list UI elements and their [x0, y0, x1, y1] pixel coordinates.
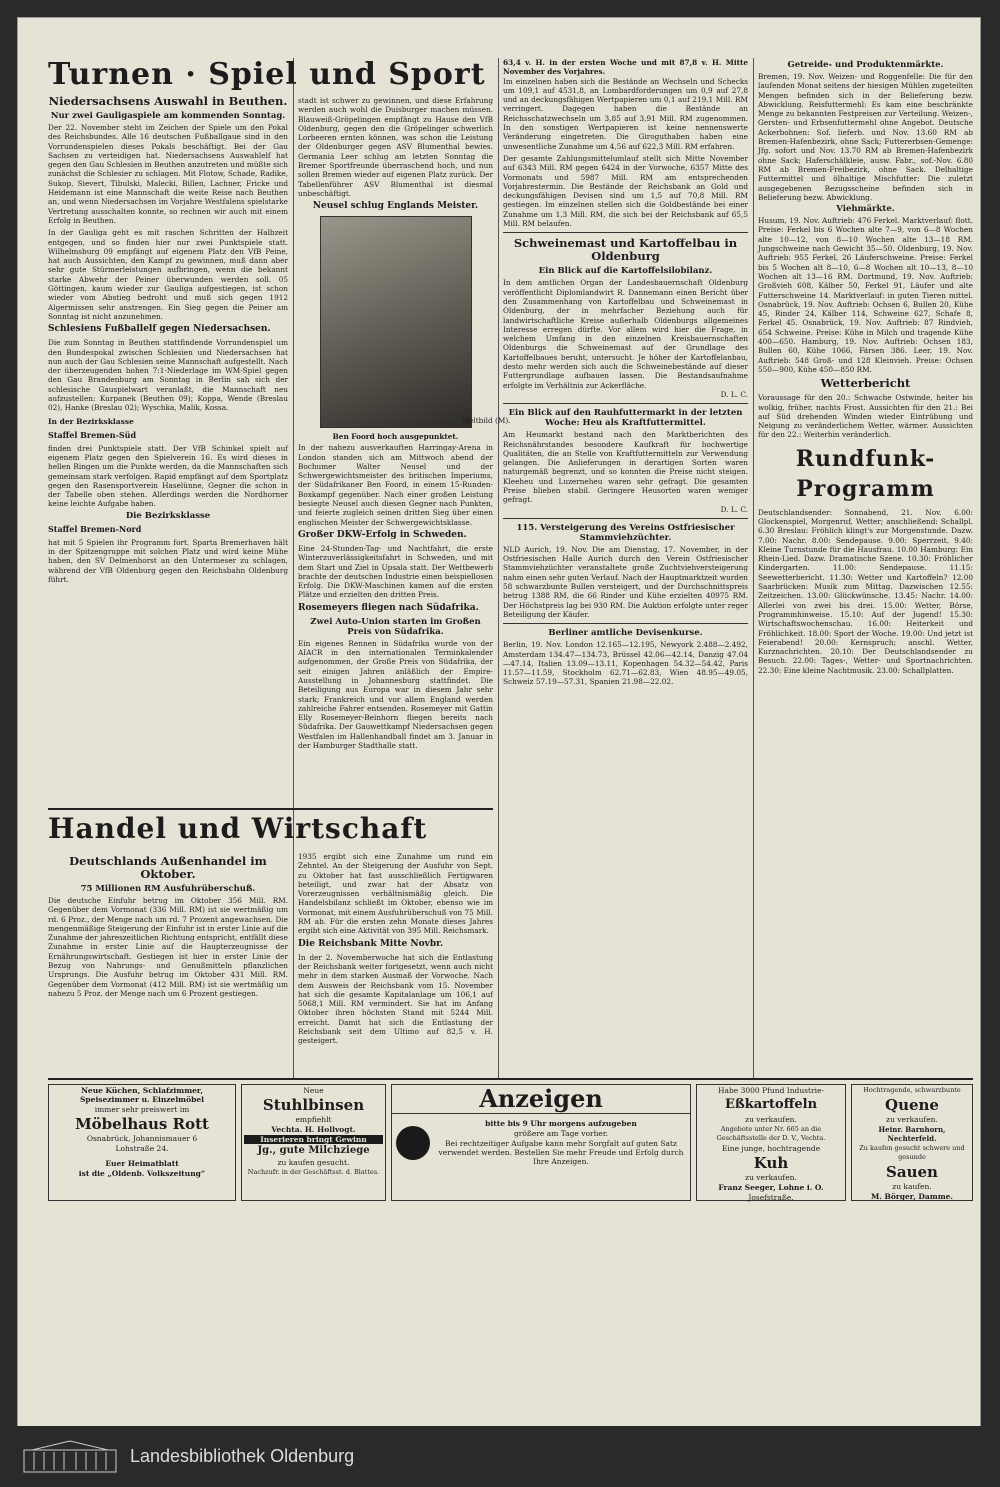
- gauliga-text: In der Gauliga geht es mit raschen Schritten der Halbzeit entgegen, und so finden hier nur zwei Punktspiele statt. Wilhelmsburg 09 empfängt auf eigenem Platz den VfB Peine, hat auch Aussichten, den Kampf zu gewinnen, muß dann aber sehr gute Stürmerleistungen aufbringen, wenn die bekannt starke Abwehr der Peiner überwunden werden soll. 05 Göttingen, kaum wieder zur Gauliga aufgestiegen, ist schon wieder vom Abstieg bedroht und muß sich gegen 1912 Algermissen sehr anstrengen. Ein Sieg gegen die Peiner am Sonntag ist nicht anzunehmen.: [48, 228, 288, 321]
- reichsbank-title: Die Reichsbank Mitte Novbr.: [298, 938, 444, 949]
- bezirksklasse-text: finden drei Punktspiele statt. Der VfB Schinkel spielt auf eigenem Platz gegen den Spielverein 16. Es wird dieses in hellen Ringen um die Punkte werden, da die Mannschaften sich gemeinsam stark verfolgen. Rapid empfängt auf dem Sportplatz gegen den Rasensportverein Haselünne, Gegner die schon in der Tabelle oben stehen. Allerdings werden die Nordhorner keine leichte Aufgabe haben.: [48, 443, 288, 509]
- schweine-title: Schweinemast und Kartoffelbau in Oldenburg: [513, 236, 738, 264]
- rauhfutter-text: Am Heumarkt bestand nach den Marktberichten des Reichsnährstandes besondere Kaufkraft für hochwertige Qualitäten, die an Stelle von Kraftfuttermitteln zur Verwendung gelangen. Die Anlieferungen in derartigen Sorten waren naturgemäß begrenzt, und so konnten die Preise nicht steigen. Kleeheu und Luzerneheu waren sehr gefragt. Die gesamten Preise blieben stabil. Geringere Heusorten waren weniger gefragt.: [503, 430, 748, 505]
- ad2-town: Vechta.: [271, 1125, 303, 1134]
- divider: [503, 518, 748, 519]
- ad4-name: Eßkartoffeln: [724, 1097, 818, 1112]
- ad2-kauf: zu kaufen gesucht.: [277, 1158, 350, 1167]
- schweine-sign: D. L. C.: [720, 389, 748, 399]
- ad4-kicker: Habe 3000 Pfund Industrie-: [717, 1086, 825, 1095]
- ad4-line3: Eine junge, hochtragende: [721, 1144, 821, 1153]
- ad4-place: Josefstraße.: [748, 1193, 794, 1202]
- vieh-text: Husum, 19. Nov. Auftrieb: 476 Ferkel. Marktverlauf: flott. Preise: Ferkel bis 6 Wochen alte 7—9, von 6—8 Wochen alte 10—12, von 8—10 Wochen alte 13—18 RM. Jungschweine nach Gewicht 35—50. Oldenburg, 19. Nov. Auftrieb: 955 Ferkel, 26 Läuferschweine. Preise: Ferkel bis 5 Wochen alt 8—10, 6—8 Wochen alt 10—13, 8—10 Wochen alt 13—16 RM. Dortmund, 19. Nov. Auftrieb: Großvieh 608, Kälber 50, Ferkel 91, Läufer und alte Futterschweine 14. Marktverlauf: in guten Tieren mittel. Osnabrück, 19. Nov. Auftrieb: Ochsen 6, Bullen 20, Kühe 45, Rinder 24, Kälber 114, Schweine 627, Schafe 8, Ferkel 45. Osnabrück, 19. Nov. Auftrieb: 87 Rindvieh, 654 Schweine. Preise: Kühe in Milch und tragende Kühe 400—650. Hamburg, 19. Nov. Auftrieb: Ochsen 183, Bullen 60, Kühe 1066, Färsen 386. Leer, 19. Nov. Auftrieb: 548 Groß- und 128 Kleinvieh. Preise: Ochsen 550—900, Kühe 450—850 RM.: [758, 216, 973, 374]
- ad2-town-firm: [244, 1125, 383, 1134]
- schlesien-title: Schlesiens Fußballelf gegen Niedersachsen.: [48, 324, 271, 335]
- ad4-firm: Franz Seeger, Lohne i. O.: [718, 1183, 824, 1192]
- aussenhandel-subtitle: 75 Millionen RM Ausfuhrüberschuß.: [80, 884, 256, 894]
- wetter-title: Wetterbericht: [820, 376, 911, 391]
- ad2-empf: empfiehlt: [295, 1115, 332, 1124]
- ad2-ziege: Jg., gute Milchziege: [257, 1145, 370, 1156]
- aussenhandel-title: Deutschlands Außenhandel im Oktober.: [69, 854, 267, 881]
- ausfuhr-block: [298, 852, 493, 1046]
- schlesien-text: Die zum Sonntag in Beuthen stattfindende Vorrundenspiel um den Bundespokal zwischen Schlesien und Niedersachsen hat nun auch der Gau Schlesien seine Mannschaft aufgestellt. Nach der überzeugenden hohen 7:1-Niederlage im WM-Spiel gegen den Gau Brandenburg am Sonntag in Berlin sah sich der schlesische Gauspielwart veranlaßt, die Mannschaft neu aufzustellen: Kurpanek (Beuthen 09); Koppa, Wende (Breslau 02), Hanke (Breslau 02); Wyschka, Malik, Kossa.: [48, 338, 288, 413]
- handel-masthead: Handel und Wirtschaft: [48, 812, 428, 845]
- rosemeyer-text: Ein eigenes Rennen in Südafrika wurde von der AIACR in den internationalen Terminkalender aufgenommen, der Große Preis von Südafrika, der seit einigen Jahren anläßlich der Empire-Ausstellung in Johannesburg stattfindet. Die Beteiligung aus Europa war in diesem Jahr sehr stark; Frankreich und vor allem England werden zahlreiche Fahrer entsenden. Rosemeyer mit Gattin Elly Rosemeyer-Beinhorn fliegen bereits nach Südafrika. Der Gauwettkampf Niedersachsen gegen Westfalen im Hallenhandball findet am 3. Januar in der Hamburger Stadthalle statt.: [298, 638, 493, 750]
- dkw-text: Eine 24-Stunden-Tag- und Nachtfahrt, die erste Winterzuverlässigkeitsfahrt in Schweden, und mit dem Start und Ziel in Upsala statt. Der Wettbewerb brachte der deutschen Industrie einen beispiellosen Erfolg. Die DKW-Maschinen kamen auf die ersten Plätze und erzielten den dritten Preis.: [298, 543, 493, 600]
- vieh-title: Viehmärkte.: [836, 204, 895, 215]
- ads-row: [48, 1078, 973, 1205]
- sport-column-2: [298, 96, 511, 836]
- ad1-paper: ist die „Oldenb. Volkszeitung“: [78, 1169, 206, 1178]
- market-column-4: [758, 58, 973, 1073]
- ad-anzeigen: [391, 1084, 691, 1201]
- library-building-icon: [22, 1440, 118, 1474]
- handel-section: [48, 808, 493, 1080]
- ad2-inserieren: Inserieren bringt Gewinn: [244, 1135, 383, 1144]
- bezirksklasse2-label: Die Bezirksklasse: [125, 510, 211, 521]
- ad-quene: [851, 1084, 973, 1201]
- ad5-kicker: Hochtragende, schwarzbunte: [863, 1086, 961, 1094]
- ad5-firm2: M. Börger, Damme.: [870, 1192, 954, 1201]
- reichsbank-cont-text1: Im einzelnen haben sich die Bestände an Wechseln und Schecks um 109,1 auf 4531,8, an Lombardforderungen um 0,9 auf 27,8 und an deckungsfähigen Wertpapieren um 0,1 auf 219,1 Mill. RM verringert. Dagegen haben die Bestände an Reichsschatzwechseln um 3,85 auf 3,91 Mill. RM zugenommen. In den sonstigen Wertpapieren ist keine nennenswerte Veränderung eingetreten. Die Giroguthaben haben eine unwesentliche Zunahme um 4,56 auf 622,3 Mill. RM erfahren.: [503, 76, 748, 151]
- ad5-line1: zu verkaufen.: [886, 1115, 938, 1124]
- ad5-name: Quene: [885, 1096, 939, 1114]
- ad5-firm: Heinr. Barnhorn, Nechterfeld.: [878, 1125, 946, 1143]
- ad4-kuh: Kuh: [753, 1154, 789, 1172]
- neusel-title: Neusel schlug Englands Meister.: [312, 201, 479, 212]
- stammvieh-title: 115. Versteigerung des Vereins Ostfriesischer Stammviehzüchter.: [516, 522, 735, 543]
- ad1-addr2: Lohstraße 24.: [115, 1144, 169, 1153]
- rauhfutter-title: Ein Blick auf den Rauhfuttermarkt in der letzten Woche: Heu als Kraftfuttermittel.: [508, 408, 743, 429]
- divider: [503, 623, 748, 624]
- rauhfutter-sign: D. L. C.: [720, 504, 748, 514]
- ad4-line2: Angebote unter Nr. 665 an die Geschäftsstelle der D. V., Vechta.: [716, 1125, 826, 1142]
- rundfunk-text: Deutschlandsender: Sonnabend, 21. Nov. 6.00: Glockenspiel, Morgenruf, Wetter; anschließend: Schallpl. 6.30 Breslau: Fröhlich klingt's zur Morgenstunde. Dazw. 7.00: Nachr. 8.00: Sendepause. 9.00: Sperrzeit. 9.40: Kleine Turnstunde für die Hausfrau. 10.00 Hamburg: Ein Rhein-Lied. Dazw. Dramatische Szene. 10.30: Fröhlicher Kindergarten. 11.00: Sendepause. 11.15: Seewetterbericht. 11.30: Wetter und Kartoffeln? 12.00 Saarbrücken: Musik zum Mittag. Dazwischen 12.55: Zeitzeichen. 13.00: Glückwünsche. 13.45: Nachr. 14.00: Allerlei von zwei bis drei. 15.00: Wetter, Börse, Programmhinweise. 15.10: Auf der Jugend! 15.30: Wirtschaftswochenschau. 16.00: Heiterkeit und Fröhlichkeit. 18.00: Sport der Woche. 19.00: Und jetzt ist Feierabend! 20.00: Kernspruch; anschl. Wetter, Kurznachrichten. 20.10: Der Deutschlandsender zu Besuch. 22.00: Tages-, Wetter- und Sportnachrichten. 22.30: Eine kleine Nachtmusik. 23.00: Schallplatten.: [758, 507, 973, 675]
- ad2-nach: Nachzufr. in der Geschäftsst. d. Blattes.: [247, 1168, 380, 1176]
- ad1-line2: immer sehr preiswert im: [94, 1105, 190, 1114]
- ad1-line1: Neue Küchen, Schlafzimmer, Speisezimmer u. Einzelmöbel: [80, 1086, 204, 1104]
- column-rule: [753, 58, 754, 1078]
- stammvieh-text: NLD Aurich, 19. Nov. Die am Dienstag, 17. November, in der Ostfriesischen Halle Aurich durch den Verein Ostfriesischer Stammviehzüchter veranstaltete große Zuchtviehversteigerung nahm einen sehr guten Verlauf. Nach der Hauptmarktzeit wurden 58 schwarzbunte Bullen versteigert, und der Durchschnittspreis betrug 1388 RM, die 66 Rinder und Kühe erzielten 40975 RM. Der Höchstpreis lag bei 930 RM. Die Auktion erfolgte unter reger Beteiligung der Käufer.: [503, 544, 748, 619]
- ad5-line2: Zu kaufen gesucht schwere und gesunde: [859, 1144, 965, 1161]
- bezirksklasse2-group: Staffel Bremen-Nord: [48, 523, 142, 534]
- photo-credit: Weltbild (M).: [462, 416, 511, 426]
- library-name: Landesbibliothek Oldenburg: [130, 1446, 355, 1466]
- aussenhandel-text: Die deutsche Einfuhr betrug im Oktober 356 Mill. RM. Gegenüber dem Vormonat (336 Mill. RM) ist sie wertmäßig um rd. 6 Proz., der Menge nach um rd. 7 Prozent angewachsen. Die mengenmäßige Steigerung der Einfuhr ist in erster Linie auf die Zunahme der jahreszeitlichen Richtung entspricht, entfällt diese Zunahme in erster Linie auf die Haupterzeugnisse der Ernährungswirtschaft. Gestiegen ist hier in erster Linie der Bezug von Nahrungs- und Genußmitteln pflanzlichen Ursprungs. Die Ausfuhr betrug im Oktober 431 Mill. RM. Gegenüber dem Vormonat (412 Mill. RM) ist sie wertmäßig um nahezu 5 Proz. der Menge nach um 6 Prozent gestiegen.: [48, 896, 288, 998]
- divider: [503, 403, 748, 404]
- ad3-name: Anzeigen: [392, 1085, 690, 1114]
- ad4-line4: zu verkaufen.: [745, 1173, 797, 1182]
- ad3-text: [436, 1118, 686, 1167]
- devisen-text: Berlin, 19. Nov. London 12.165—12.195, Newyork 2.488—2.492, Amsterdam 134.47—134.73, Brüssel 42.06—42.14, Danzig 47.04—47.14, Italien 13.09—13.11, Kopenhagen 54.32—54.42, Paris 11.57—11.59, Stockholm 62.71—62.83, Wien 48.95—49.05, Schweiz 57.19—57.31, Spanien 21.98—22.02.: [503, 640, 748, 687]
- niedersachsen-title: Niedersachsens Auswahl in Beuthen.: [48, 94, 288, 108]
- photo-caption: Ben Foord hoch ausgepunktet.: [332, 432, 459, 442]
- divider: [503, 232, 748, 233]
- ad5-line3: zu kaufen.: [892, 1182, 932, 1191]
- wetter-text: Voraussage für den 20.: Schwache Ostwinde, heiter bis wolkig, früher, nachts Frost. Aussichten für den 21.: Bei auf Süd drehenden Winden wieder Eintrübung und Neigung zu veränderlichem Wetter, wärmer. Aussichten für den 22.: Weiterhin veränderlich.: [758, 393, 973, 440]
- reichsbank-cont-head: 63,4 v. H. in der ersten Woche und mit 87,8 v. H. Mitte November des Vorjahres.: [503, 58, 748, 77]
- reichsbank-cont-text2: Der gesamte Zahlungsmittelumlauf stellt sich Mitte November auf 6343 Mill. RM gegen 6424 in der Vorwoche, 6357 Mitte des Vormonats und 5987 Mill. RM am entsprechenden Vorjahrestermin. Die Bestände der Reichsbank an Gold und deckungsfähigen Devisen sind um 1,5 auf 70,8 Mill. RM gestiegen. Im einzelnen stellen sich die Goldbestände bei einer Zunahme um 1,3 Mill. RM, die sich bei der Reichsbank auf 65,5 Mill. RM belaufen.: [503, 153, 748, 229]
- schweine-subtitle: Ein Blick auf die Kartoffelsilobilanz.: [538, 266, 713, 277]
- dkw-title: Großer DKW-Erfolg in Schweden.: [298, 529, 467, 540]
- reichsbank-text: In der 2. Novemberwoche hat sich die Entlastung der Reichsbank weiter fortgesetzt, wenn auch nicht mehr in dem starken Ausmaß der Vorwoche. Nach dem Ausweis der Reichsbank vom 15. November hat sich die gesamte Kapitalanlage um 106,1 auf 5068,1 Mill. RM vermindert. Sie hat im Anfang Oktober ihren höchsten Stand mit 5244 Mill. erreicht. Damit hat sich die Entlastung der Reichsbank seit dem Ultimo auf 82,5 v. H. gesteigert.: [298, 952, 493, 1046]
- bezirksklasse2-text: hat mit 5 Spielen ihr Programm fort. Sparta Bremerhaven hält in der Spitzengruppe mit solchen Platz und wird keine Mühe haben, den SV Delmenhorst an den Untermeser zu schlagen, während der VfB Oldenburg gegen den Reichsbahn Oldenburg führt.: [48, 537, 288, 584]
- ad-moebelhaus: [48, 1084, 236, 1201]
- markt-text: Bremen, 19. Nov. Weizen- und Roggenfelle: Die für den laufenden Monat seitens der hiesigen Mühlen zugeteilten Mengen befinden sich in der Belieferung bezw. Abwicklung. Reisfuttermehl: Es kam eine beschränkte Menge zu bekannten Festpreisen zur Verteilung. Weizen-, Gersten- und Erbsenfuttermehl ohne Angebot. Deutsche Ackerbohnen: Sof. lieferb. und Nov. 13.60 RM ab Bremen-Hafenbezirk, ohne Sack; Futtererbsen-Gemenge: Jfg. sofort und Nov. 13.70 RM ab Bremen-Hafenbezirk ohne Sack; Haferschälkleie, ausw. Fabr., sof.-Nov. 6.80 RM ab Bremen-Freibezirk, ohne Sack. Delhaltige Futtermittel und ölhaltige Mischfutter: Die zuletzt ausgegebenen Bezugsscheine befinden sich in Belieferung bezw. Abwicklung.: [758, 72, 973, 202]
- devisen-title: Berliner amtliche Devisenkurse.: [548, 628, 703, 639]
- schweine-text: In dem amtlichen Organ der Landesbauernschaft Oldenburg veröffentlicht Diplomlandwirt R. Dannemann einen Bericht über den Zusammenhang von Kartoffelbau und Schweinemast in Oldenburg, der in mehrfacher Beziehung auch für landwirtschaftliche Kreise außerhalb Oldenburgs allgemeines Interesse erregen dürfte. Vor allem wird hier die Frage, in welchem Umfang in den einzelnen Kreisbauernschaften Oldenburgs die Schweinemast auf der Grundlage des Kartoffelbaues beruht, untersucht. Je höher der Kartoffelanbau, desto mehr werden sich auch die Schweinebestände auf dieser Futtergrundlage aufbauen lassen. Die Bestandsaufnahme erfolgte im Verhältnis zur Ackerfläche.: [503, 278, 748, 390]
- rundfunk-title: Rundfunk-Programm: [795, 445, 936, 502]
- bezirksklasse-label: In der Bezirksklasse: [48, 416, 134, 426]
- ad-stuhlbinsen: [241, 1084, 386, 1201]
- ad1-heimat: Euer Heimatblatt: [105, 1159, 179, 1168]
- bezirksklasse-group: Staffel Bremen-Süd: [48, 429, 137, 440]
- niedersachsen-subtitle: Nur zwei Gauligaspiele am kommenden Sonntag.: [50, 111, 286, 121]
- ad-esskartoffeln: [696, 1084, 846, 1201]
- ad3-body: [392, 1114, 690, 1171]
- ad2-name: Stuhlbinsen: [262, 1096, 365, 1114]
- ausfuhr-text: 1935 ergibt sich eine Zunahme um rund ein Zehntel. An der Steigerung der Ausfuhr von Sept. zu Oktober hat fast ausschließlich Fertigwaren beteiligt, und zwar hat der Absatz von Vorerzeugnissen verhältnismäßig gleich. Die Handelsbilanz schließt im Oktober, ebenso wie im Vormonat, mit einem Ausfuhrüberschuß von 75 Mill. RM ab. Für die ersten zehn Monate dieses Jahres ergibt sich eine Aktivität von 395 Mill. Reichsmark.: [298, 852, 493, 936]
- ad3-line1: bitte bis 9 Uhr morgens aufzugeben: [485, 1119, 637, 1128]
- library-footer: [0, 1426, 1000, 1487]
- ad3-disc-icon: [396, 1126, 430, 1160]
- ad3-line3: Bei rechtzeitiger Aufgabe kann mehr Sorgfalt auf guten Satz verwendet werden. Bestellen Sie mehr Freude und Erfolg durch Ihre Anzeigen.: [438, 1139, 684, 1166]
- newspaper-page: [18, 18, 980, 1426]
- ad2-firm: H. Hollvogt.: [304, 1125, 356, 1134]
- neusel-text: In der nahezu ausverkauften Harringay-Arena in London standen sich am Mittwoch abend der Bochumer Walter Neusel und der Schwergewichtsmeister des britischen Imperiums, der Südafrikaner Ben Foord, in einem 15-Runden-Boxkampf gegenüber. Nach einer großen Leistung besiegte Neusel auch diesen Gegner nach Punkten, und feierte zugleich seinen dritten Sieg über einen englischen Meister der Schwergewichtsklasse.: [298, 443, 493, 527]
- rosemeyer-title: Rosemeyers fliegen nach Südafrika.: [298, 602, 479, 613]
- boxer-photo: [320, 216, 511, 428]
- ad5-sauen: Sauen: [886, 1163, 938, 1181]
- ad2-kicker: Neue: [303, 1086, 324, 1095]
- sport-masthead: Turnen · Spiel und Sport: [48, 57, 486, 92]
- ad1-addr: Osnabrück, Johannismauer 6: [86, 1134, 198, 1143]
- ad3-line2: größere am Tage vorher.: [514, 1129, 608, 1138]
- ad4-line1: zu verkaufen.: [745, 1115, 797, 1124]
- niedersachsen-text: Der 22. November steht im Zeichen der Spiele um den Pokal des Reichsbundes. Alle 16 deutschen Fußballgaue sind in den Vorrundenspielen dieses Pokals beschäftigt. Bei der Gau Sachsen zu verteidigen hat. Niedersachsens Auswahlelf hat gegen den Gau Schlesien in Beuthen anzutreten und müßte sich zunächst die Schlesier zu schlagen. Mit Flotow, Schade, Radike, Sukop, Sievert, Tibulski, Malecki, Billen, Lachner, Fricke und Heidemann ist eine Mannschaft die weite Reise nach Beuthen an, und wenn Niedersachsen im Vorjahre Westfalens spielstarke Vertretung ausschalten konnte, so rechnen wir auch mit einem Erfolg in Beuthen.: [48, 123, 288, 225]
- markt-title: Getreide- und Produktenmärkte.: [787, 60, 944, 70]
- ad1-name: Möbelhaus Rott: [75, 1115, 209, 1133]
- aussenhandel-block: [48, 852, 288, 998]
- economy-column-3: [503, 58, 748, 1073]
- column-rule: [498, 58, 499, 1078]
- stadt-text: stadt ist schwer zu gewinnen, und diese Erfahrung werden auch wohl die Duisburger machen müssen. Blauweiß-Gröpelingen empfängt zu Hause den VfB Oldenburg, gegen den die Gröpelinger schwerlich Lorbeeren ernten können, was schon die Leistung der Oldenburger gegen ASV Blumenthal bewies. Germania Leer schlug am letzten Sonntag die Bremer Sportfreunde überraschend hoch, und nun sollen Bremen wieder auf eigenen Platz zurück. Der Tabellenführer ASV Blumenthal ist diesmal unbeschäftigt.: [298, 96, 493, 198]
- rosemeyer-subtitle: Zwei Auto-Union starten im Großen Preis von Südafrika.: [310, 616, 481, 637]
